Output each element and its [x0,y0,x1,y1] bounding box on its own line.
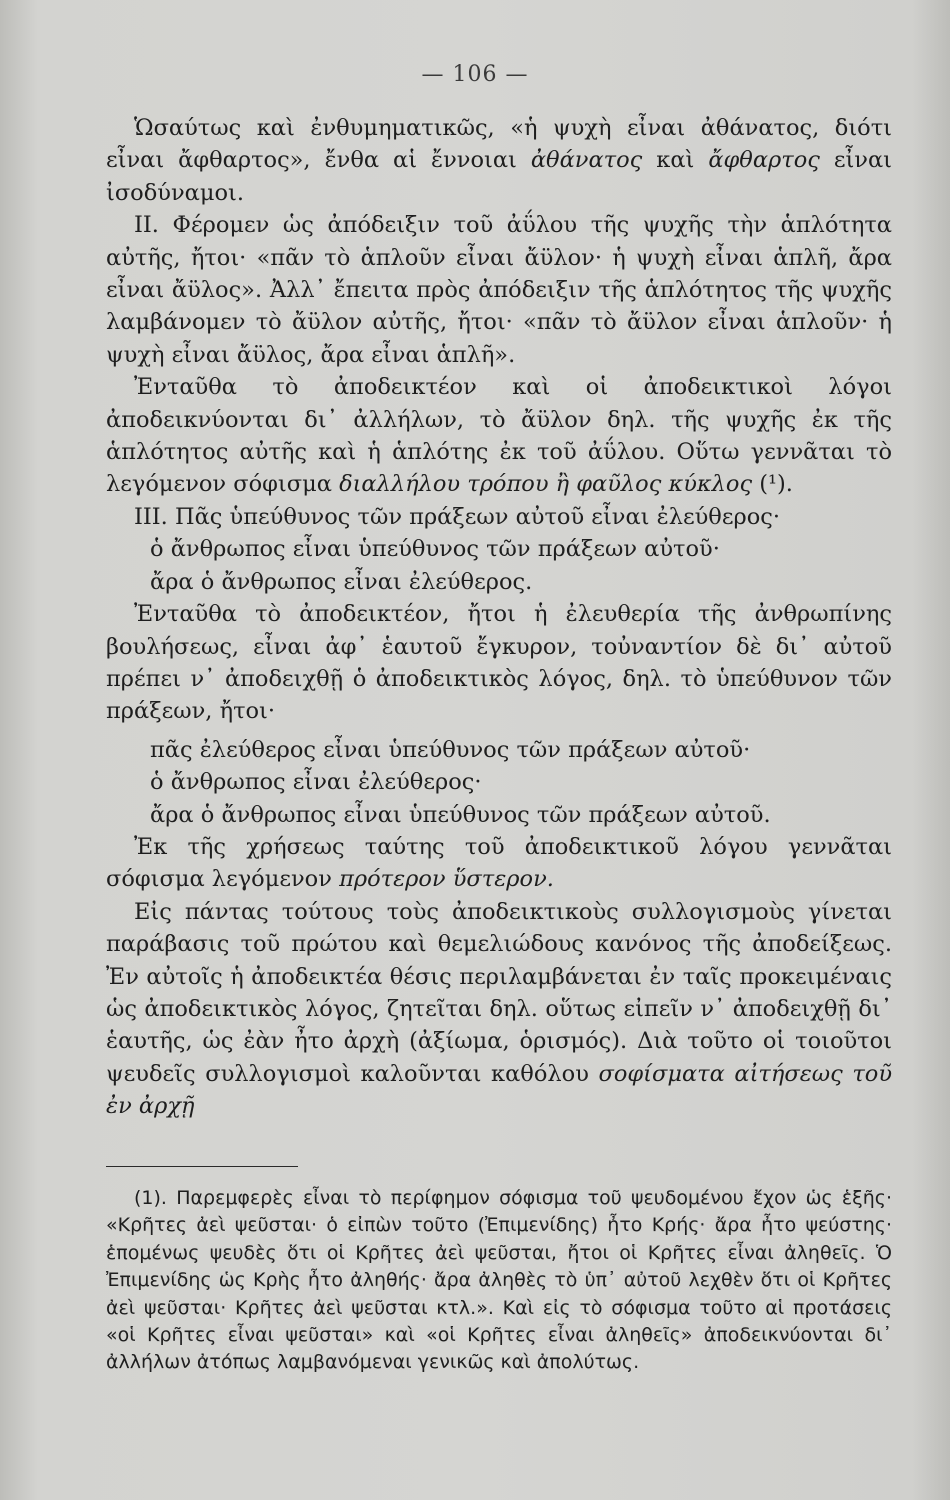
paragraph-hysteron [106,831,892,896]
paragraph-ii: ΙΙ. Φέρομεν ὡς ἀπόδειξιν τοῦ ἀΰλου τῆς ψυχῆς τὴν ἁπλότητα αὐτῆς, ἤτοι· «πᾶν τὸ ἁπλοῦν εἶναι ἄϋλον· ἡ ψυχὴ εἶναι ἁπλῆ, ἄρα εἶναι ἄϋλος». Ἀλλ᾽ ἔπειτα πρὸς ἀπόδειξιν τῆς ἁπλότητος τῆς ψυχῆς λαμβάνομεν τὸ ἄϋλον αὐτῆς, ἤτοι· «πᾶν τὸ ἄϋλον εἶναι ἁπλοῦν· ἡ ψυχὴ εἶναι ἄϋλος, ἄρα εἶναι ἁπλῆ». [106,212,892,368]
text-run: Ὡσαύτως καὶ ἐνθυμηματικῶς, «ἡ ψυχὴ εἶναι ἀθάνατος, διότι εἶναι ἄφθαρτος», ἔνθα αἱ ἔννοιαι [106,115,892,174]
syllogism-iii-minor: ὁ ἄνθρωπος εἶναι ὑπεύθυνος τῶν πράξεων αὐτοῦ· [150,536,720,563]
text-run: καὶ [642,147,709,174]
syllogism-iv-minor: ὁ ἄνθρωπος εἶναι ἐλεύθερος· [150,769,482,796]
footnote-divider [106,1166,298,1167]
page-number: — 106 — [421,62,529,87]
syllogism-iii-major: ΙΙΙ. Πᾶς ὑπεύθυνος τῶν πράξεων αὐτοῦ εἶναι ἐλεύθερος· [134,503,781,530]
footnote [106,1185,892,1377]
text-run: Εἰς πάντας τούτους τοὺς ἀποδεικτικοὺς συλλογισμοὺς γίνεται παράβασις τοῦ πρώτου καὶ θεμελιώδους κανόνος τῆς ἀποδείξεως. Ἐν αὐτοῖς ἡ ἀποδεικτέα θέσις περιλαμβάνεται ἐν ταῖς προκειμέναις ὡς ἀποδεικτικὸς λόγος, ζητεῖται δηλ. οὕτως εἰπεῖν ν᾽ ἀποδειχθῇ δι᾽ ἑαυτῆς, ὡς ἐὰν ἦτο ἀρχὴ (ἀξίωμα, ὁρισμός). Διὰ τοῦτο οἱ τοιοῦτοι ψευδεῖς συλλογισμοὶ καλοῦνται καθόλου [106,898,892,1087]
footnote-text: (1). Παρεμφερὲς εἶναι τὸ περίφημον σόφισμα τοῦ ψευδομένου ἔχον ὡς ἑξῆς· «Κρῆτες ἀεὶ ψεῦσται· ὁ εἰπὼν τοῦτο (Ἐπιμενίδης) ἦτο Κρής· ἄρα ἦτο ψεύστης· ἑπομένως ψευδὲς ὅτι οἱ Κρῆτες ἀεὶ ψεῦσται, ἤτοι οἱ Κρῆτες εἶναι ἀληθεῖς. Ὁ Ἐπιμενίδης ὡς Κρὴς ἦτο ἀληθής· ἄρα ἀληθὲς τὸ ὑπ᾽ αὐτοῦ λεχθὲν ὅτι οἱ Κρῆτες ἀεὶ ψεῦσται· Κρῆτες ἀεὶ ψεῦσται κτλ.». Καὶ εἰς τὸ σόφισμα τοῦτο αἱ προτάσεις «οἱ Κρῆτες εἶναι ψεῦσται» καὶ «οἱ Κρῆτες εἶναι ἀληθεῖς» ἀποδεικνύονται δι᾽ ἀλλήλων ἀτόπως λαμβανόμεναι γενικῶς καὶ ἀπολύτως. [106,1187,892,1374]
main-text [106,112,892,1123]
text-run: εἶναι ἰσοδύναμοι. [106,147,893,206]
syllogism-iii-conclusion: ἄρα ὁ ἄνθρωπος εἶναι ἐλεύθερος. [150,568,533,595]
italic-term: σοφίσματα αἰτήσεως τοῦ ἐν ἀρχῇ [106,1060,892,1120]
italic-term: ἀθάνατος [530,147,643,174]
text-run: Ἐνταῦθα τὸ ἀποδεικτέον καὶ οἱ ἀποδεικτικοὶ λόγοι ἀποδεικνύονται δι᾽ ἀλλήλων, τὸ ἄϋλον δηλ. τῆς ψυχῆς ἐκ τῆς ἁπλότητος αὐτῆς καὶ ἡ ἁπλότης ἐκ τοῦ ἀΰλου. Οὕτω γεννᾶται τὸ λεγόμενον σόφισμα [106,374,892,498]
italic-term: ἄφθαρτος [708,147,820,174]
paragraph-freedom: Ἐνταῦθα τὸ ἀποδεικτέον, ἤτοι ἡ ἐλευθερία τῆς ἀνθρωπίνης βουλήσεως, εἶναι ἀφ᾽ ἑαυτοῦ ἔγκυρον, τοὐναντίον δὲ δι᾽ αὐτοῦ πρέπει ν᾽ ἀποδειχθῇ ὁ ἀποδεικτικὸς λόγος, δηλ. τὸ ὑπεύθυνον τῶν πράξεων, ἤτοι· [106,601,892,725]
italic-term: πρότερον ὕστερον. [339,866,554,893]
syllogism-iv-conclusion: ἄρα ὁ ἄνθρωπος εἶναι ὑπεύθυνος τῶν πράξεων αὐτοῦ. [150,801,771,828]
footnote-ref: (¹). [752,471,793,498]
syllogism-iv-major: πᾶς ἐλεύθερος εἶναι ὑπεύθυνος τῶν πράξεων αὐτοῦ· [150,736,751,763]
paragraph-petitio [106,896,892,1123]
italic-term: διαλλήλου τρόπου ἢ φαῦλος κύκλος [339,471,753,498]
paragraph-circulus [106,371,892,501]
paragraph-enthymeme [106,112,892,209]
text-run: Ἐκ τῆς χρήσεως ταύτης τοῦ ἀποδεικτικοῦ λόγου γεννᾶται σόφισμα λεγόμενον [106,833,892,893]
